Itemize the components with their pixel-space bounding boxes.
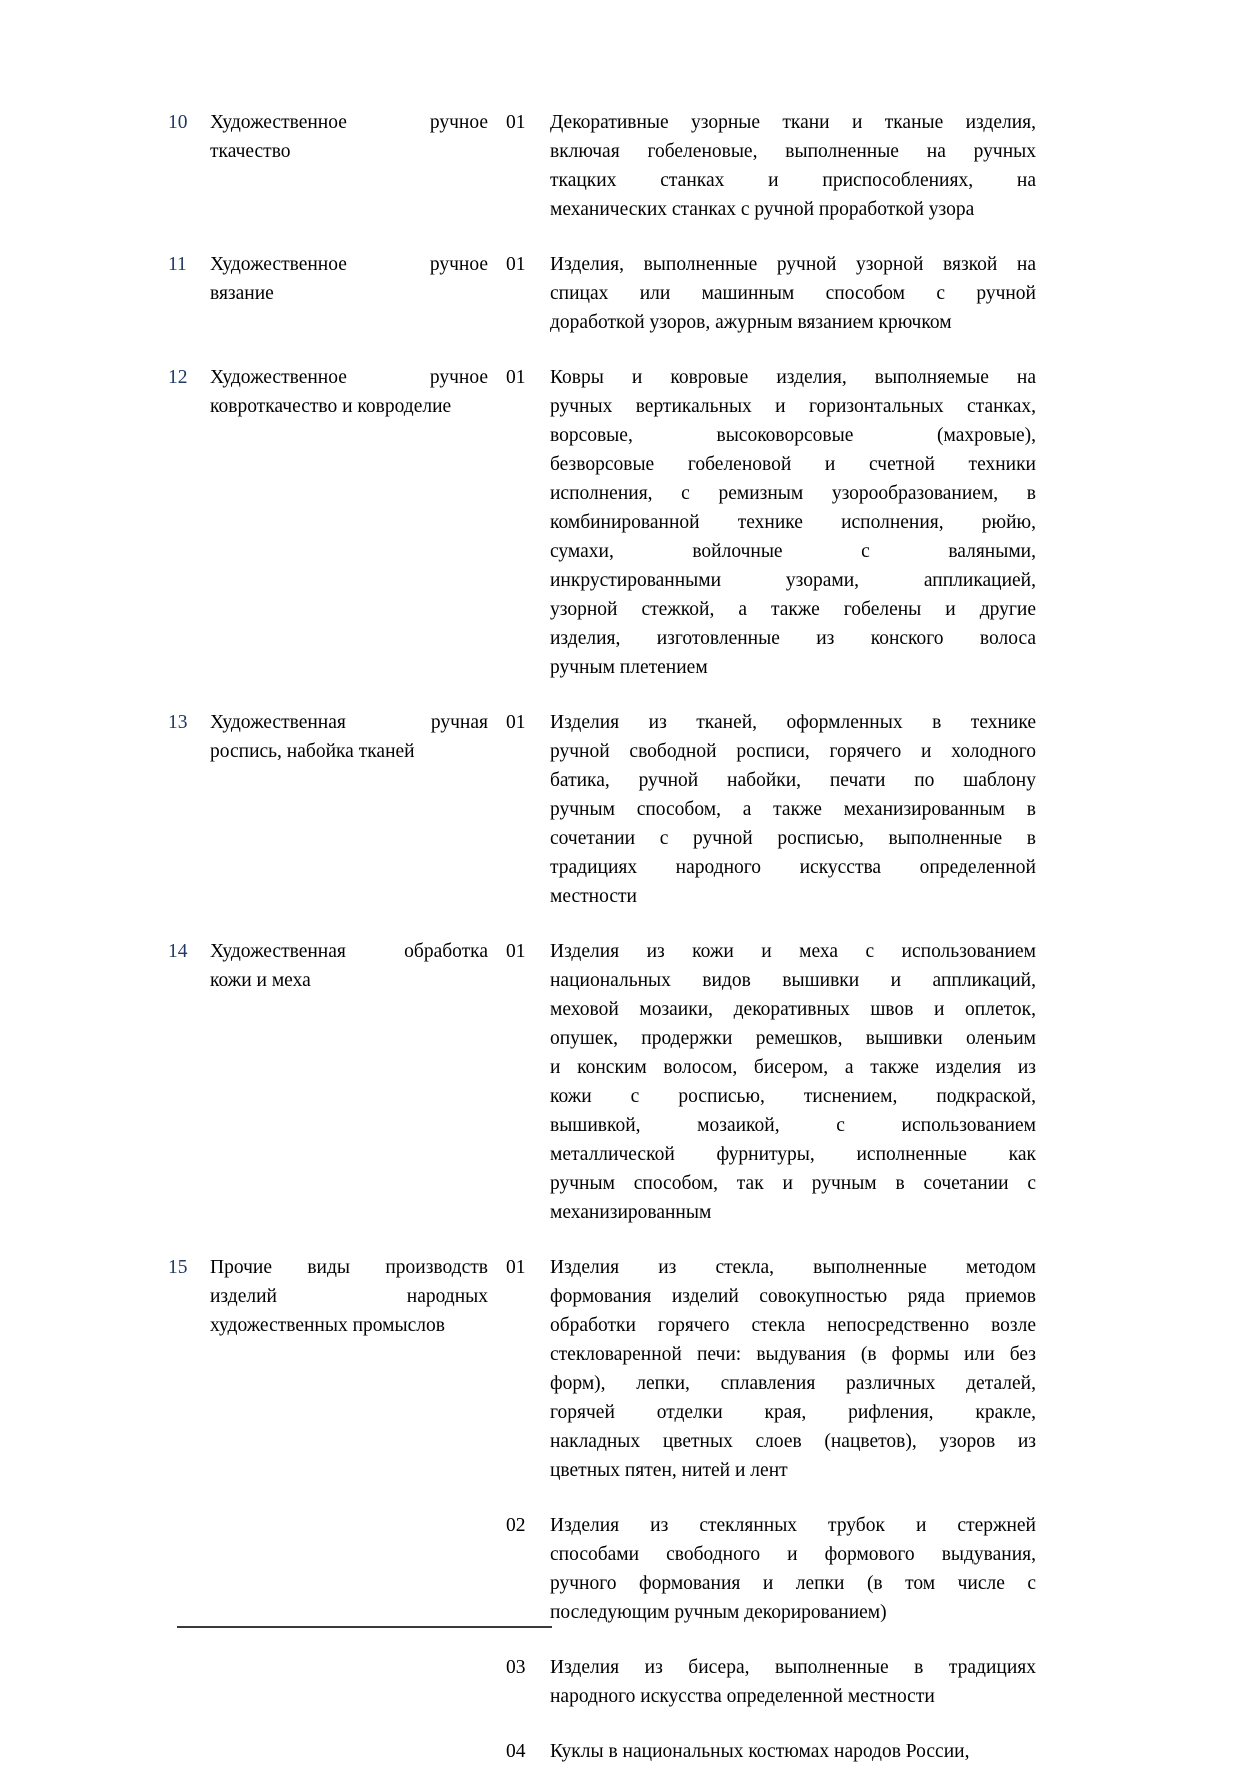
entry-description-line: ручных вертикальных и горизонтальных станках,	[550, 396, 1036, 417]
craft-list-table	[168, 108, 1036, 1792]
row-number: 15	[168, 1257, 188, 1278]
table-row	[168, 250, 1036, 337]
craft-name	[210, 363, 506, 682]
entry-description-line: батика, ручной набойки, печати по шаблону	[550, 770, 1036, 791]
entry-description	[550, 1253, 1036, 1485]
entry-description-line: меховой мозаики, декоративных швов и оплеток,	[550, 999, 1036, 1020]
entry-description	[550, 1737, 1036, 1766]
row-number: 13	[168, 712, 188, 733]
entry-description-line: кожи с росписью, тиснением, подкраской,	[550, 1086, 1036, 1107]
craft-name	[210, 937, 506, 1227]
entry-description-line: национальных видов вышивки и аппликаций,	[550, 970, 1036, 991]
row-number: 10	[168, 112, 188, 133]
entry-description-line: изделия, изготовленные из конского волоса	[550, 628, 1036, 649]
entry-description-line: ручным способом, так и ручным в сочетании с	[550, 1173, 1036, 1194]
craft-name-line: ткачество	[210, 141, 291, 162]
entry-code: 03	[506, 1657, 526, 1678]
entry-description-line: и конским волосом, бисером, а также изделия из	[550, 1057, 1036, 1078]
entry-code: 04	[506, 1741, 526, 1762]
entry-description-line: безворсовые гобеленовой и счетной техники	[550, 454, 1036, 475]
craft-name-line: роспись, набойка тканей	[210, 741, 415, 762]
entry-description-line: обработки горячего стекла непосредственно возле	[550, 1315, 1036, 1336]
entry-description	[550, 108, 1036, 224]
entry-description-line: ткацких станках и приспособлениях, на	[550, 170, 1036, 191]
table-row	[168, 108, 1036, 224]
craft-name-line: изделий народных	[210, 1286, 488, 1307]
entry-code: 01	[506, 254, 526, 275]
entry-code: 01	[506, 941, 526, 962]
craft-name	[210, 108, 506, 224]
table-row	[168, 363, 1036, 682]
craft-name-line: Художественное ручное	[210, 367, 488, 388]
entry-description-line: комбинированной технике исполнения, рюйю,	[550, 512, 1036, 533]
footnote-separator-rule	[177, 1626, 552, 1628]
entry-description	[550, 937, 1036, 1227]
entry-description	[550, 363, 1036, 682]
entry-description-line: опушек, продержки ремешков, вышивки оленьим	[550, 1028, 1036, 1049]
entry-description-line: Декоративные узорные ткани и тканые изделия,	[550, 112, 1036, 133]
entry-description	[550, 1653, 1036, 1711]
entry-description-line: доработкой узоров, ажурным вязанием крючком	[550, 312, 952, 333]
entry-description-line: спицах или машинным способом с ручной	[550, 283, 1036, 304]
entry-description-line: Ковры и ковровые изделия, выполняемые на	[550, 367, 1036, 388]
entry-description-line: вышивкой, мозаикой, с использованием	[550, 1115, 1036, 1136]
entry-description-line: исполнения, с ремизным узорообразованием, в	[550, 483, 1036, 504]
entry-description-line: цветных пятен, нитей и лент	[550, 1460, 788, 1481]
table-row	[168, 1511, 1036, 1627]
entry-code: 01	[506, 1257, 526, 1278]
craft-name-line: ковроткачество и ковроделие	[210, 396, 452, 417]
entry-description-line: сумахи, войлочные с валяными,	[550, 541, 1036, 562]
entry-description-line: последующим ручным декорированием)	[550, 1602, 887, 1623]
entry-description-line: узорной стежкой, а также гобелены и другие	[550, 599, 1036, 620]
entry-description-line: ручным способом, а также механизированным в	[550, 799, 1036, 820]
entry-description-line: механических станках с ручной проработкой узора	[550, 199, 975, 220]
entry-description-line: Изделия, выполненные ручной узорной вязкой на	[550, 254, 1036, 275]
entry-description-line: формования изделий совокупностью ряда приемов	[550, 1286, 1036, 1307]
entry-description-line: Куклы в национальных костюмах народов России,	[550, 1741, 970, 1762]
entry-description	[550, 250, 1036, 337]
entry-description-line: народного искусства определенной местности	[550, 1686, 935, 1707]
craft-name	[210, 1253, 506, 1485]
craft-name	[210, 708, 506, 911]
entry-description-line: ручного формования и лепки (в том числе с	[550, 1573, 1036, 1594]
entry-description-line: стекловаренной печи: выдувания (в формы или без	[550, 1344, 1036, 1365]
craft-name	[210, 1737, 506, 1766]
entry-description-line: форм), лепки, сплавления различных деталей,	[550, 1373, 1036, 1394]
craft-name-line: Художественная обработка	[210, 941, 488, 962]
craft-name-line: Художественное ручное	[210, 112, 488, 133]
entry-description-line: ворсовые, высоковорсовые (махровые),	[550, 425, 1036, 446]
craft-name-line: Прочие виды производств	[210, 1257, 488, 1278]
entry-description-line: Изделия из кожи и меха с использованием	[550, 941, 1036, 962]
row-number	[168, 1737, 210, 1766]
entry-code: 01	[506, 112, 526, 133]
entry-description-line: местности	[550, 886, 637, 907]
entry-description-line: сочетании с ручной росписью, выполненные в	[550, 828, 1036, 849]
table-row	[168, 937, 1036, 1227]
craft-name	[210, 1511, 506, 1627]
entry-description-line: Изделия из бисера, выполненные в традициях	[550, 1657, 1036, 1678]
entry-description-line: Изделия из стекла, выполненные методом	[550, 1257, 1036, 1278]
row-number: 12	[168, 367, 188, 388]
entry-description-line: традициях народного искусства определенной	[550, 857, 1036, 878]
entry-description-line: металлической фурнитуры, исполненные как	[550, 1144, 1036, 1165]
row-number: 14	[168, 941, 188, 962]
table-row	[168, 1653, 1036, 1711]
table-row	[168, 1253, 1036, 1485]
entry-description	[550, 1511, 1036, 1627]
craft-name	[210, 250, 506, 337]
craft-name-line: Художественное ручное	[210, 254, 488, 275]
entry-description-line: механизированным	[550, 1202, 712, 1223]
entry-description-line: Изделия из тканей, оформленных в технике	[550, 712, 1036, 733]
entry-description-line: горячей отделки края, рифления, кракле,	[550, 1402, 1036, 1423]
entry-description-line: ручной свободной росписи, горячего и холодного	[550, 741, 1036, 762]
entry-description	[550, 708, 1036, 911]
row-number	[168, 1511, 210, 1627]
craft-name-line: вязание	[210, 283, 274, 304]
entry-description-line: включая гобеленовые, выполненные на ручных	[550, 141, 1036, 162]
row-number	[168, 1653, 210, 1711]
entry-description-line: Изделия из стеклянных трубок и стержней	[550, 1515, 1036, 1536]
table-row	[168, 1737, 1036, 1766]
entry-description-line: способами свободного и формового выдувания,	[550, 1544, 1036, 1565]
entry-code: 02	[506, 1515, 526, 1536]
table-row	[168, 708, 1036, 911]
entry-description-line: инкрустированными узорами, аппликацией,	[550, 570, 1036, 591]
craft-name-line: художественных промыслов	[210, 1315, 445, 1336]
entry-code: 01	[506, 712, 526, 733]
entry-description-line: ручным плетением	[550, 657, 708, 678]
row-number: 11	[168, 254, 187, 275]
craft-name-line: Художественная ручная	[210, 712, 488, 733]
craft-name-line: кожи и меха	[210, 970, 311, 991]
entry-code: 01	[506, 367, 526, 388]
entry-description-line: накладных цветных слоев (нацветов), узоров из	[550, 1431, 1036, 1452]
craft-name	[210, 1653, 506, 1711]
